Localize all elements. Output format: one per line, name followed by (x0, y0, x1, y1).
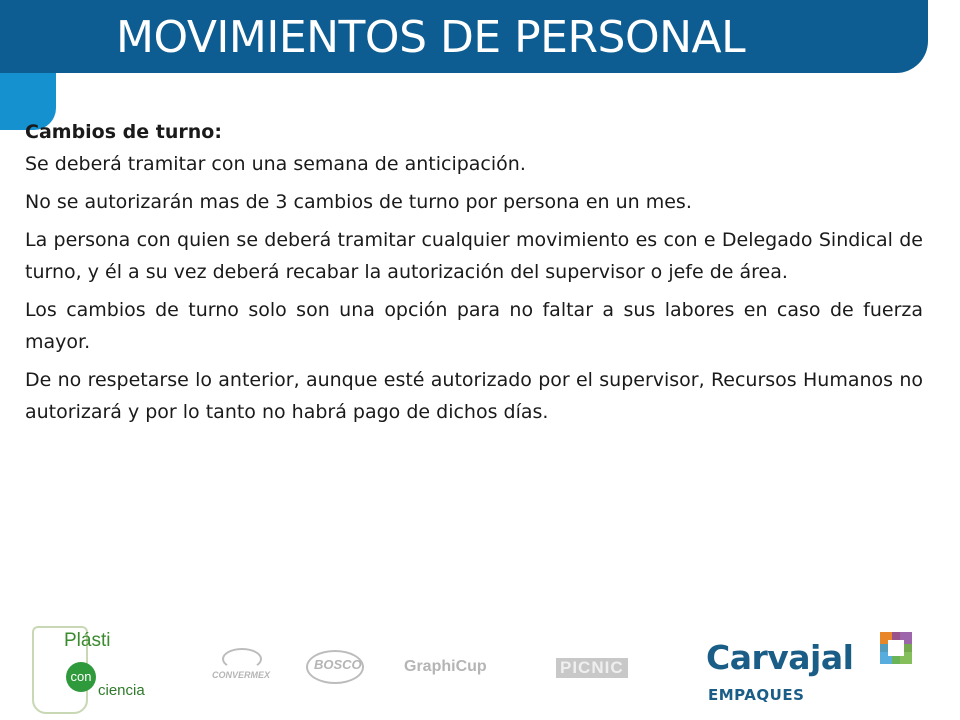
slide-content (25, 116, 923, 434)
graphicup-logo: GraphiCup (404, 658, 487, 675)
empaques-text: EMPAQUES (708, 686, 805, 704)
section-heading: Cambios de turno: (25, 121, 222, 143)
plasti-text: Plásti (64, 630, 111, 651)
paragraph-1: Se deberá tramitar con una semana de anticipación. (25, 153, 526, 175)
con-badge: con (66, 662, 96, 692)
picnic-logo: PICNIC (556, 658, 628, 678)
convermex-logo (212, 648, 274, 688)
carvajal-logo-text: Carvajal (706, 638, 854, 677)
paragraph-3: La persona con quien se deberá tramitar cualquier movimiento es con e Delegado Sindical de turno, y él a su vez deberá recabar la autorización del supervisor o jefe de área. (25, 229, 923, 283)
convermex-text: CONVERMEX (212, 670, 271, 680)
slide-title: MOVIMIENTOS DE PERSONAL (116, 12, 746, 63)
bosco-text: BOSCO (314, 657, 362, 672)
footer-logos (0, 610, 960, 720)
plasticonciencia-logo (32, 626, 162, 714)
paragraph-2: No se autorizarán mas de 3 cambios de turno por persona en un mes. (25, 191, 692, 213)
paragraph-5: De no respetarse lo anterior, aunque esté autorizado por el supervisor, Recursos Humanos no autorizará y por lo tanto no habrá pago de dichos días. (25, 369, 923, 423)
ciencia-text: ciencia (98, 682, 145, 699)
bosco-logo (306, 650, 364, 686)
paragraph-4: Los cambios de turno solo son una opción para no faltar a sus labores en caso de fuerza mayor. (25, 299, 923, 353)
carvajal-mark-icon (876, 628, 916, 668)
swoosh-icon (222, 648, 262, 670)
